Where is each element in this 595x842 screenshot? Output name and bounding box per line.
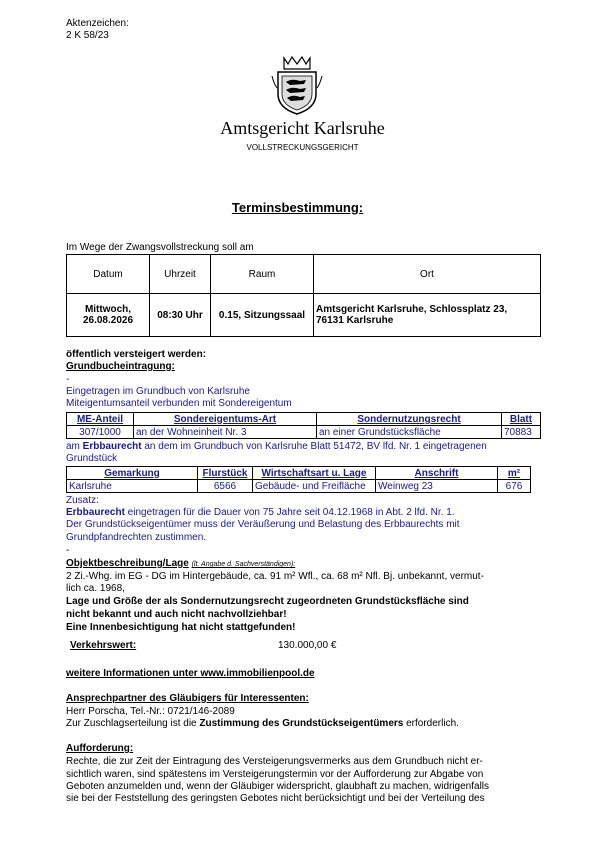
aufforderung-heading: Aufforderung: (66, 743, 134, 754)
zusatz-label: Zusatz: (66, 495, 99, 506)
verkehrswert-value: 130.000,00 € (278, 640, 337, 651)
ort-line1: Amtsgericht Karlsruhe, Schlossplatz 23, (316, 304, 508, 315)
aktenzeichen-label: Aktenzeichen: (66, 18, 129, 29)
cell-datum (67, 294, 150, 337)
header-sondernutzung: Sondernutzungsrecht (317, 413, 502, 426)
zuschlag-bold: Zustimmung des Grundstückseigentümers (199, 718, 404, 729)
header-flurstueck: Flurstück (198, 467, 253, 480)
termin-table (66, 254, 541, 337)
me-table (66, 412, 541, 439)
header-gemarkung: Gemarkung (67, 467, 198, 480)
header-sondereigentum: Sondereigentums-Art (134, 413, 317, 426)
cell-sondernutzung: an einer Grundstücksfläche (317, 426, 502, 439)
zusatz-line-3: Grundpfandrechten zustimmen. (66, 532, 207, 543)
document-title: Terminsbestimmung: (231, 200, 364, 215)
eingetragen-text: Eingetragen im Grundbuch von Karlsruhe (66, 386, 250, 397)
dash-2: - (66, 545, 70, 556)
cell-anschrift: Weinweg 23 (376, 480, 498, 493)
zusatz-line-1 (66, 507, 455, 519)
objekt-note: (lt. Angabe d. Sachverständigen): (191, 561, 296, 568)
zuschlag-prefix: Zur Zuschlagserteilung ist die (66, 718, 200, 729)
header-anschrift: Anschrift (376, 467, 498, 480)
ansprechpartner-name: Herr Porscha, Tel.-Nr.: 0721/146-2089 (66, 706, 235, 717)
cell-sondereigentum: an der Wohneinheit Nr. 3 (134, 426, 317, 439)
erbbau-bold: Erbbaurecht (82, 441, 142, 452)
datum-weekday: Mittwoch, (84, 304, 132, 315)
cell-uhrzeit: 08:30 Uhr (150, 294, 211, 337)
cell-blatt: 70883 (502, 426, 541, 439)
gemarkung-table (66, 466, 531, 493)
header-wirtschaftsart: Wirtschaftsart u. Lage (253, 467, 376, 480)
versteigert-text: öffentlich versteigert werden: (66, 349, 207, 360)
grundbuch-heading: Grundbucheintragung: (66, 361, 175, 372)
zuschlag-line (66, 718, 459, 730)
verkehrswert-label: Verkehrswert: (70, 640, 137, 651)
objekt-line-2: lich ca. 1968, (66, 583, 125, 594)
zusatz-bold: Erbbaurecht (66, 507, 125, 518)
header-ort: Ort (314, 255, 541, 294)
cell-gemarkung: Karlsruhe (67, 480, 198, 493)
datum-date: 26.08.2026 (82, 315, 134, 326)
cell-raum: 0.15, Sitzungssaal (211, 294, 314, 337)
aufforderung-line-1: Rechte, die zur Zeit der Eintragung des Versteigerungsvermerks aus dem Grundbuch nicht er- (66, 756, 483, 767)
erbbau-line-2: Grundstück (66, 453, 118, 464)
warning-line-1: Lage und Größe der als Sondernutzungsrecht zugeordneten Grundstücksfläche sind (66, 596, 469, 607)
aufforderung-line-4: sie bei der Feststellung des geringsten Gebotes nicht berücksichtigt und bei der Verteilung des (66, 793, 485, 804)
objekt-heading: Objektbeschreibung/Lage (66, 558, 189, 569)
zusatz-rest: eingetragen für die Dauer von 75 Jahre seit 04.12.1968 in Abt. 2 lfd. Nr. 1. (124, 507, 455, 518)
ort-line2: 76131 Karlsruhe (316, 315, 394, 326)
zuschlag-suffix: erforderlich. (403, 718, 459, 729)
cell-me-anteil: 307/1000 (67, 426, 134, 439)
header-uhrzeit: Uhrzeit (150, 255, 211, 294)
erbbau-line-1 (66, 441, 487, 453)
header-raum: Raum (211, 255, 314, 294)
warning-line-3: Eine Innenbesichtigung hat nicht stattgefunden! (66, 622, 296, 633)
zusatz-line-2: Der Grundstückseigentümer muss der Veräußerung und Belastung des Erbbaurechts mit (66, 519, 460, 530)
cell-flurstueck: 6566 (198, 480, 253, 493)
cell-wirtschaftsart: Gebäude- und Freifläche (253, 480, 376, 493)
dash-1: - (66, 374, 70, 385)
objekt-heading-line (66, 558, 295, 571)
file-reference (66, 18, 129, 42)
aufforderung-line-2: sichtlich waren, sind spätestens im Versteigerungstermin vor der Aufforderung zur Abgabe von (66, 769, 484, 780)
court-name: Amtsgericht Karlsruhe (220, 118, 385, 138)
warning-line-2: nicht bekannt und auch nicht nachvollziehbar! (66, 609, 287, 620)
court-subtitle: VOLLSTRECKUNGSGERICHT (246, 143, 359, 152)
aktenzeichen-value: 2 K 58/23 (66, 30, 109, 41)
header-blatt: Blatt (502, 413, 541, 426)
coat-of-arms-icon (270, 54, 324, 116)
intro-text: Im Wege der Zwangsvollstreckung soll am (66, 242, 254, 253)
objekt-line-1: 2 Zi.-Whg. im EG - DG im Hintergebäude, ca. 91 m² Wfl., ca. 68 m² Nfl. Bj. unbekannt, vermut- (66, 571, 484, 582)
header-me-anteil: ME-Anteil (67, 413, 134, 426)
cell-ort (314, 294, 541, 337)
weitere-info-link[interactable]: weitere Informationen unter www.immobilienpool.de (66, 668, 315, 679)
cell-m2: 676 (498, 480, 531, 493)
erbbau-prefix: am (66, 441, 83, 452)
erbbau-rest: an dem im Grundbuch von Karlsruhe Blatt 51472, BV lfd. Nr. 1 eingetragenen (141, 441, 487, 452)
aufforderung-line-3: Geboten anzumelden und, wenn der Gläubiger widerspricht, glaubhaft zu machen, widrigenfalls (66, 781, 490, 792)
ansprechpartner-heading: Ansprechpartner des Gläubigers für Interessenten: (66, 693, 309, 704)
header-m2: m² (498, 467, 531, 480)
miteigentum-text: Miteigentumsanteil verbunden mit Sondereigentum (66, 398, 292, 409)
header-datum: Datum (67, 255, 150, 294)
